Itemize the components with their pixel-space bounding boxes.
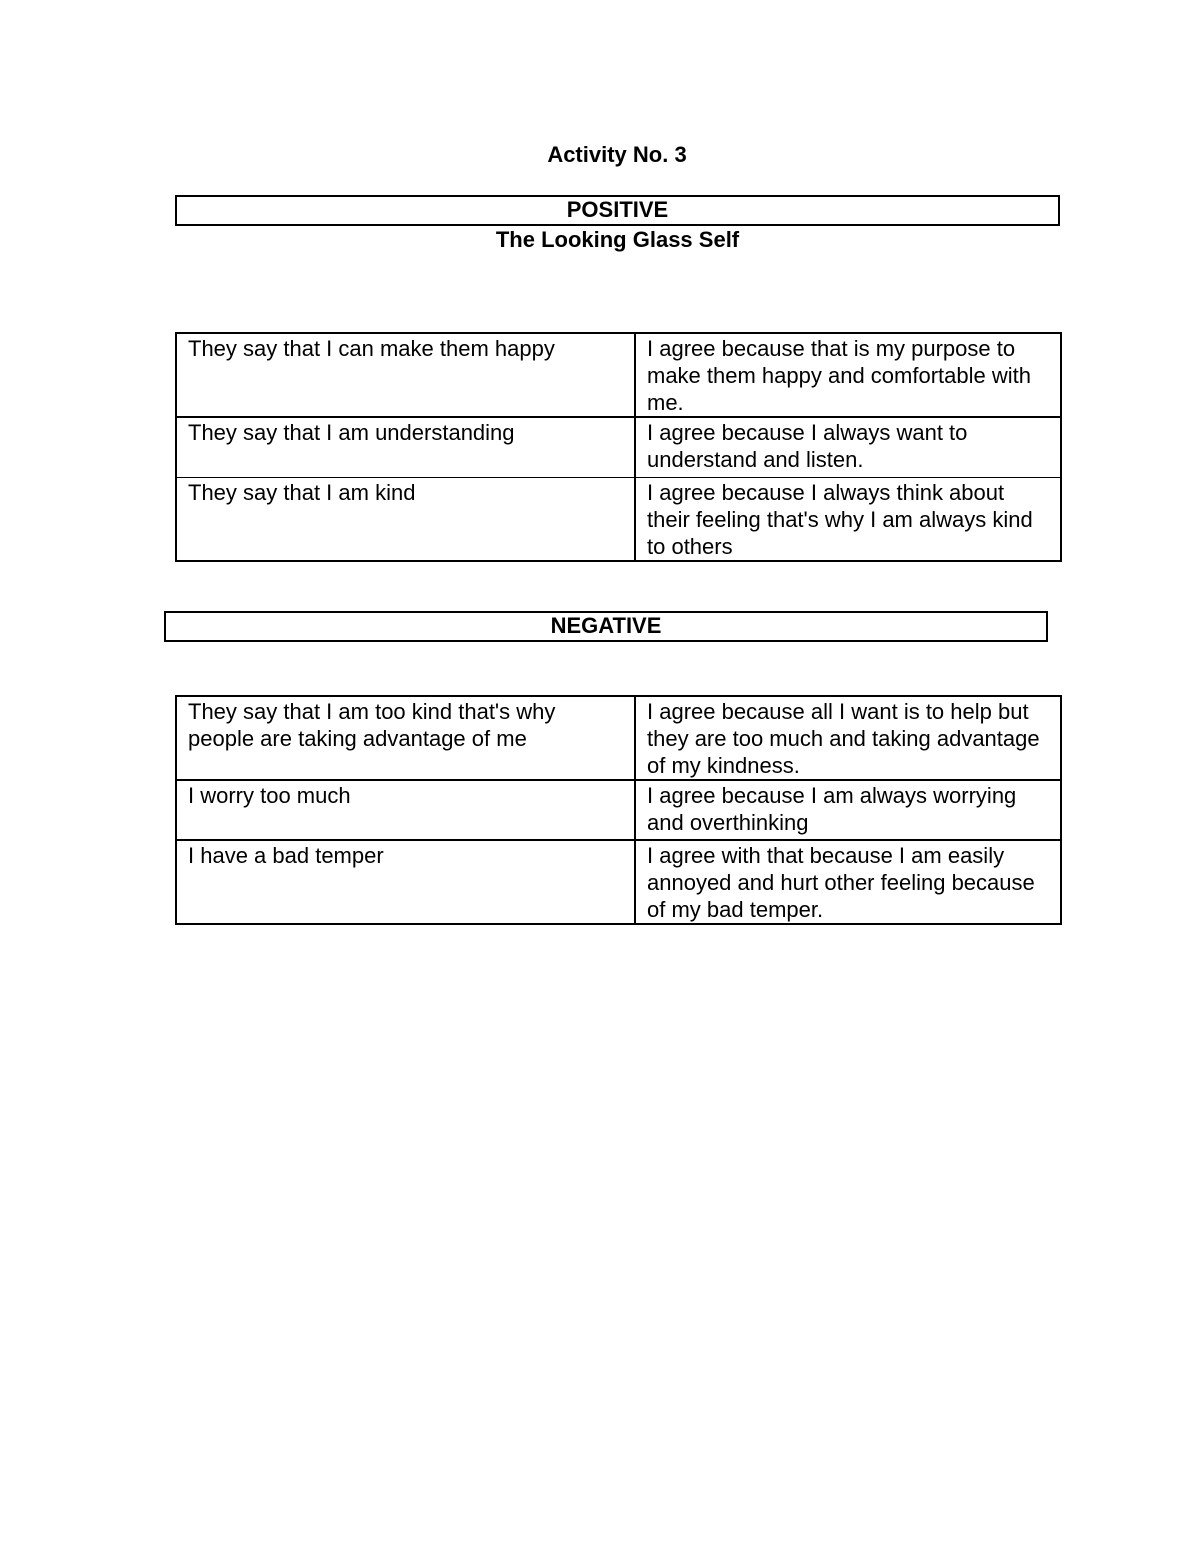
positive-subtitle: The Looking Glass Self (495, 227, 740, 252)
table-row (176, 696, 1061, 780)
response-cell: I agree because I am always worrying and overthinking (635, 780, 1061, 840)
response-cell: I agree because I always want to understand and listen. (635, 417, 1061, 477)
statement-cell: I have a bad temper (176, 840, 635, 924)
negative-table (175, 695, 1062, 925)
response-cell: I agree because that is my purpose to make them happy and comfortable with me. (635, 333, 1061, 417)
table-row (176, 417, 1061, 477)
table-row (176, 780, 1061, 840)
positive-heading: POSITIVE (175, 195, 1060, 226)
table-row (176, 477, 1061, 561)
negative-heading: NEGATIVE (164, 611, 1048, 642)
response-cell: I agree because I always think about their feeling that's why I am always kind to others (635, 477, 1061, 561)
response-cell: I agree because all I want is to help but they are too much and taking advantage of my kindness. (635, 696, 1061, 780)
statement-cell: They say that I can make them happy (176, 333, 635, 417)
positive-table (175, 332, 1062, 562)
page-title: Activity No. 3 (547, 142, 687, 167)
statement-cell: They say that I am understanding (176, 417, 635, 477)
table-row (176, 333, 1061, 417)
table-row (176, 840, 1061, 924)
statement-cell: They say that I am kind (176, 477, 635, 561)
statement-cell: They say that I am too kind that's why people are taking advantage of me (176, 696, 635, 780)
response-cell: I agree with that because I am easily annoyed and hurt other feeling because of my bad temper. (635, 840, 1061, 924)
statement-cell: I worry too much (176, 780, 635, 840)
